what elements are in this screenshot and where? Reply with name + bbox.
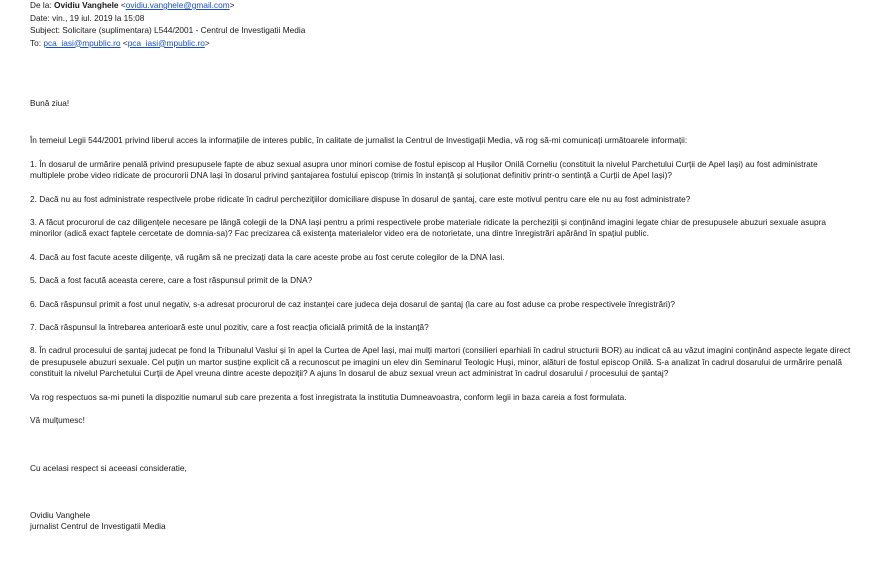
date-row [30,13,305,26]
question-7: 7. Dacă răspunsul la întrebarea anterioară este unul pozitiv, care a fost reacția oficială primită de la instanță? [30,322,429,333]
intro-paragraph: În temeiul Legii 544/2001 privind liberul acces la informațiile de interes public, în calitate de jurnalist la Centrul de Investigații Media, vă rog să-mi comunicați următoarele informații: [30,135,688,146]
sender-name: Ovidiu Vanghele [54,0,119,10]
sender-email-link[interactable]: ovidiu.vanghele@gmail.com [125,0,230,10]
email-body [30,98,854,533]
date-value: vin., 19 iul. 2019 la 15:08 [52,12,145,23]
signature-title: jurnalist Centrul de Investigatii Media [30,521,166,532]
date-label: Date: [30,12,50,23]
recipient-name-link[interactable]: pca_iasi@mpublic.ro [43,37,121,48]
closing-line: Cu acelasi respect si aceeasi consideratie, [30,462,187,473]
to-row: To: pca_iasi@mpublic.ro <pca_iasi@mpublic.ro> [30,37,210,48]
recipient-email-link[interactable]: pca_iasi@mpublic.ro [127,37,205,48]
thanks-line: Vă mulțumesc! [30,415,85,426]
from-row: De la: Ovidiu Vanghele <ovidiu.vanghele@gmail.com> [30,0,235,10]
greeting: Bună ziua! [30,98,70,108]
question-4: 4. Dacă au fost facute aceste diligențe, vă rugăm să ne precizați data la care aceste probe au fost cerute colegilor de la DNA Iasi. [30,251,505,262]
question-6: 6. Dacă răspunsul primit a fost unul negativ, s-a adresat procurorul de caz instanței care judeca deja dosarul de șantaj (la care au fost aduse ca probe respectivele înregistrări)? [30,298,676,309]
subject-row [30,25,305,38]
from-label: De la: [30,0,52,10]
email-header [30,0,305,50]
question-8: 8. În cadrul procesului de șantaj judecat pe fond la Tribunalul Vaslui și în apel la Curtea de Apel Iași, mai mulți martori (consilieri eparhiali în cadrul structurii BOR) au indicat că au văzut imagini conținând aspecte legate direct de presupusele abuzuri sexuale. Cel puțin un martor susține explicit că a recunoscut pe imagini un elev din Seminarul Teologic Huși, minor, alături de fostul episcop Onilă. S-a analizat în cadrul dosarului de urmărire penală constituit la nivelul Parchetului Curții de Apel vreuna dintre aceste depoziții? A ajuns în dosarul de abuz sexual vreun act administrat în cadrul dosarului / procesului de șantaj? [30,345,851,379]
question-5: 5. Dacă a fost facută aceasta cerere, care a fost răspunsul primit de la DNA? [30,275,313,286]
subject-label: Subject: [30,25,60,35]
question-1: 1. În dosarul de urmărire penală privind presupusele fapte de abuz sexual asupra unor minori comise de fostul episcop al Hușilor Onilă Corneliu (constituit la nivelul Parchetului Curții de Apel Iași) au fost administrate multiplele probe video ridicate de procurorii DNA Iași în dosarul privind șantajarea fostului episcop (trimis în instanță și soluționat definitiv printr-o sentință a Curții de Apel Iași)? [30,158,818,181]
signature-name: Ovidiu Vanghele [30,509,91,520]
to-label: To: [30,37,42,48]
question-3: 3. A făcut procurorul de caz diligențele necesare pe lângă colegii de la DNA Iași pentru a primi respectivele probe materiale ridicate la percheziții și conținând imagini legate chiar de presupusele abuzuri sexuale asupra minorilor (adică exact faptele cercetate de domnia-sa)? Fac precizarea că existența materialelor video era de notorietate, una dintre înregistrări apărând în spațiul public. [30,217,827,239]
request-paragraph: Va rog respectuos sa-mi puneti la dispozitie numarul sub care prezenta a fost inregistrata la institutia Dumneavoastra, conform legii in baza careia a fost formulata. [30,391,627,402]
question-2: 2. Dacă nu au fost administrate respectivele probe ridicate în cadrul percheziţiilor domiciliare dispuse în dosarul de şantaj, care este motivul pentru care ele nu au fost administrate? [30,193,691,204]
subject-value: Solicitare (suplimentara) L544/2001 - Centrul de Investigatii Media [62,25,306,35]
